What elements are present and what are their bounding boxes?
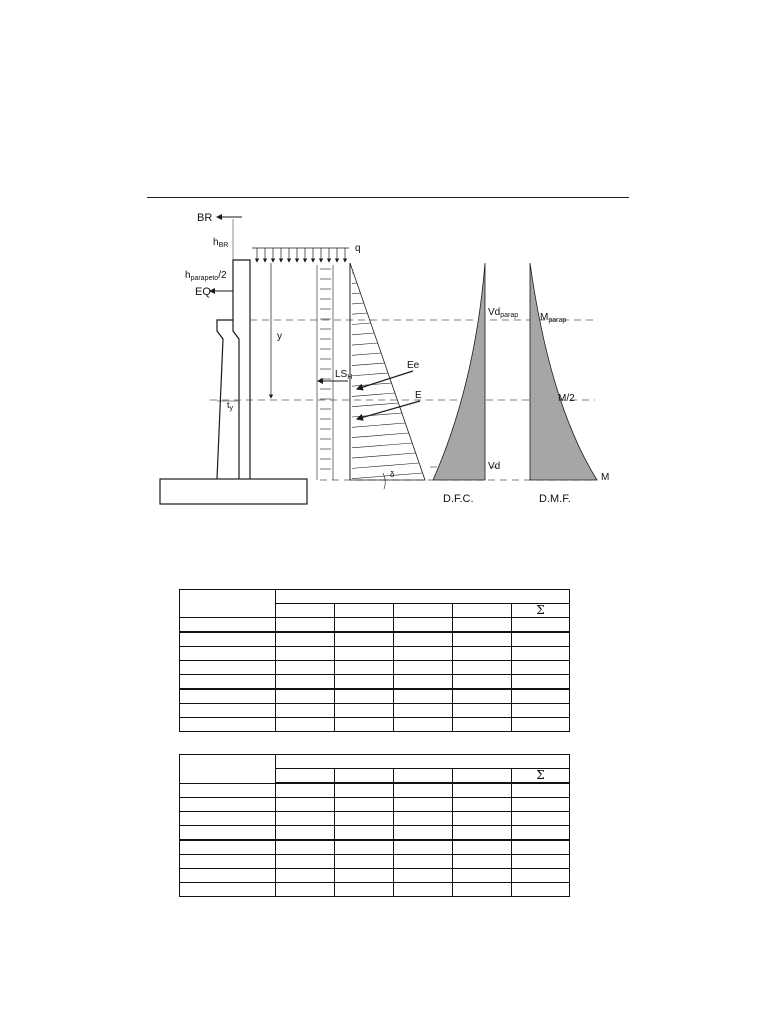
earth-pressure-arrow: [352, 343, 378, 345]
label-m-half: M/2: [558, 393, 575, 404]
earth-pressure-arrow: [352, 443, 412, 448]
table-row: [180, 704, 570, 718]
label-m: M: [601, 472, 610, 483]
table-row: [180, 661, 570, 675]
label-ls-h: $LS_H$: [335, 369, 353, 381]
abutment-diagram: [155, 205, 615, 513]
label-dmf: D.M.F.: [539, 493, 571, 505]
load-table-2: [179, 754, 570, 897]
surcharge-load: [252, 248, 349, 262]
label-y: y: [277, 331, 282, 342]
label-ee: Ee: [407, 360, 420, 371]
ls-pressure: [317, 265, 333, 480]
label-eq: EQ: [195, 286, 211, 298]
table-row: [180, 689, 570, 704]
earth-pressure-arrow: [352, 463, 419, 468]
earth-pressure-arrow: [352, 303, 364, 304]
table-row: [180, 812, 570, 826]
moment-diagram: [530, 263, 597, 480]
label-dfc: D.F.C.: [443, 493, 474, 505]
sigma-header: Σ: [512, 769, 570, 784]
earth-pressure-arrow: [352, 363, 385, 366]
label-vd: Vd: [488, 461, 501, 472]
earth-pressure-arrow: [352, 453, 416, 458]
sigma-header: Σ: [512, 604, 570, 618]
label-t-y: $t_y$: [227, 400, 234, 412]
earth-pressure-arrow: [352, 333, 374, 335]
table-header-cell: [276, 590, 570, 604]
table-row: [180, 869, 570, 883]
earth-pressure-arrow: [352, 313, 367, 314]
label-delta: δ: [390, 470, 395, 479]
table-row: [180, 840, 570, 855]
table-row: [180, 718, 570, 732]
parapet: [233, 260, 250, 479]
earth-pressure-arrow: [352, 373, 388, 376]
table-row: [180, 647, 570, 661]
table-header-cell: [180, 590, 276, 618]
label-vd-parap: $Vd_{parap}$: [488, 307, 519, 319]
earth-pressure-arrow: [352, 293, 360, 294]
table-row: [180, 798, 570, 812]
label-m-parap: $M_{parap}$: [540, 312, 567, 324]
earth-pressure-arrow: [352, 323, 371, 324]
table-row: [180, 855, 570, 869]
shear-diagram: [433, 263, 485, 480]
top-rule: [147, 197, 629, 198]
table-row: [180, 883, 570, 897]
earth-pressure-arrow: [352, 433, 409, 438]
label-h-br: $h_{BR}$: [213, 237, 229, 249]
label-e: E: [415, 390, 422, 401]
footing: [160, 479, 307, 504]
table-header-cell: [180, 755, 276, 784]
label-q: q: [355, 243, 361, 254]
earth-pressure-arrow: [352, 393, 395, 396]
label-br: BR: [197, 212, 213, 224]
table-row: [180, 632, 570, 647]
label-h-parapeto: $h_{parapeto}/2$: [185, 270, 227, 282]
earth-pressure-arrow: [352, 353, 381, 355]
earth-pressure-arrow: [352, 473, 423, 479]
earth-pressure-triangle: [350, 263, 425, 480]
earth-pressure-arrow: [352, 423, 405, 427]
earth-pressure-arrow: [352, 403, 398, 407]
table-row: [180, 618, 570, 633]
table-row: [180, 826, 570, 841]
load-table-1: [179, 589, 570, 732]
table-row: [180, 783, 570, 798]
table-header-cell: [276, 755, 570, 769]
table-row: [180, 675, 570, 690]
